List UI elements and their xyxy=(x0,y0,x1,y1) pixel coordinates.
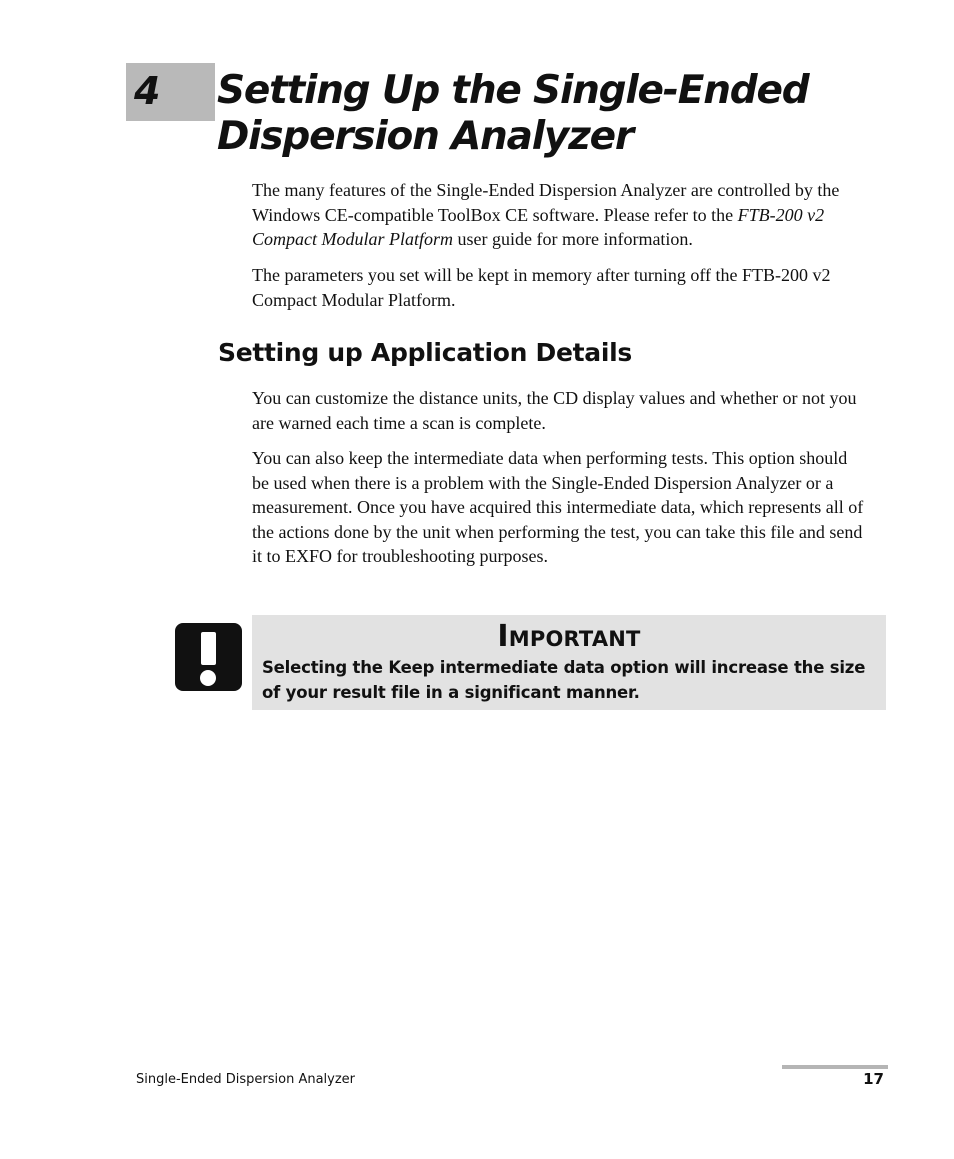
platform-guide-title: FTB-200 v2 Compact Modular Platform xyxy=(252,204,825,249)
exclamation-dot xyxy=(200,670,216,686)
important-callout xyxy=(252,615,886,710)
important-text: Selecting the Keep intermediate data option will increase the size of your result file in a significant manner. xyxy=(262,658,866,702)
intro-paragraph-1-text-after: user guide for more information. xyxy=(453,229,693,249)
intro-paragraph-2: The parameters you set will be kept in memory after turning off the FTB-200 v2 Compact Modular Platform. xyxy=(252,265,831,310)
footer-document-title: Single-Ended Dispersion Analyzer xyxy=(136,1072,356,1087)
exclamation-icon xyxy=(175,623,242,691)
section-paragraph-1: You can customize the distance units, the CD display values and whether or not you are warned each time a scan is complete. xyxy=(252,388,857,433)
chapter-number: 4 xyxy=(134,69,161,113)
section-heading: Setting up Application Details xyxy=(218,338,632,367)
intro-paragraph-1-text-before: The many features of the Single-Ended Dispersion Analyzer are controlled by the Windows CE-compatible ToolBox CE software. Please refer to the xyxy=(252,180,840,225)
chapter-title xyxy=(217,68,917,160)
exclamation-bar xyxy=(201,632,216,665)
important-heading: Important xyxy=(497,619,641,654)
intro-paragraph-1 xyxy=(252,178,892,252)
section-paragraph-2: You can also keep the intermediate data when performing tests. This option should be used when there is a problem with the Single-Ended Dispersion Analyzer or a measurement. Once you have acquired this intermediate data, which represents all of the actions done by the unit when performing the test, you can take this file and send it to EXFO for troubleshooting purposes. xyxy=(252,448,864,566)
chapter-title-line-2: Dispersion Analyzer xyxy=(217,114,633,159)
chapter-title-line-1: Setting Up the Single-Ended xyxy=(217,68,809,113)
page-number: 17 xyxy=(863,1070,884,1088)
